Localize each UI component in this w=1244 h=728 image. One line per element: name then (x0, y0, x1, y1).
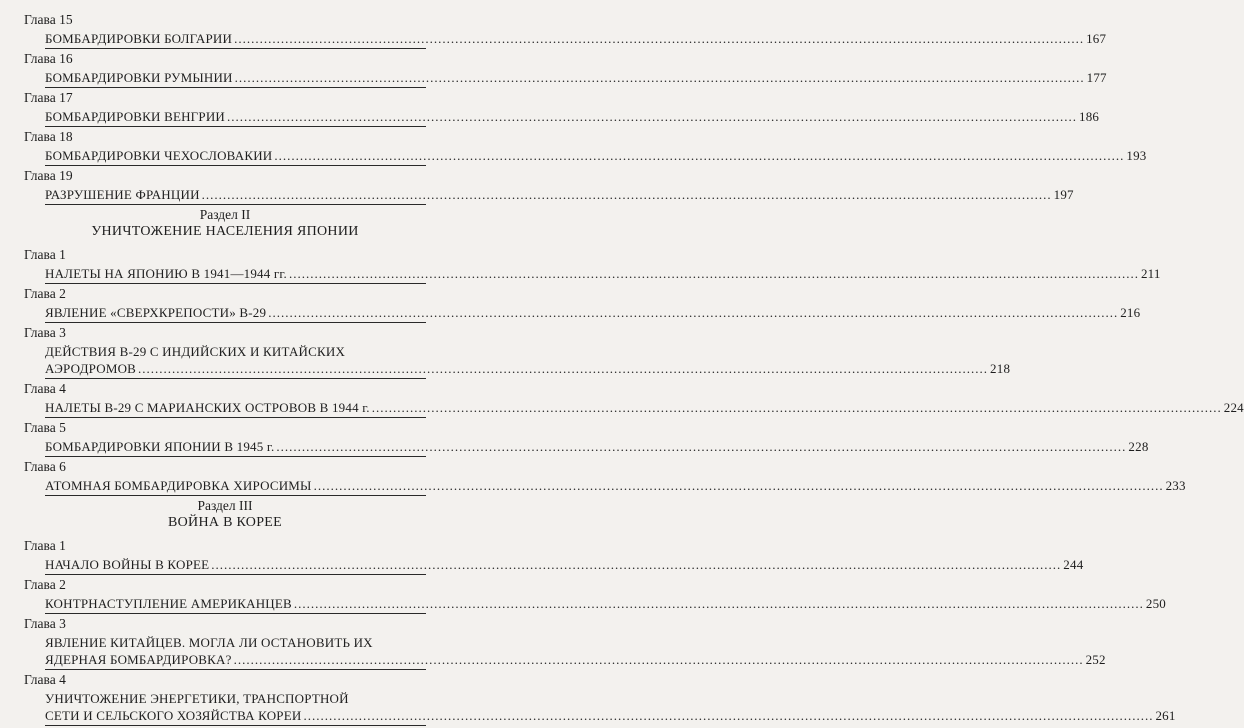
chapter-label: Глава 19 (24, 168, 73, 183)
dot-leader: ........................................................................................................................................................................................................ (313, 478, 1164, 493)
toc-chapter (24, 247, 1161, 284)
toc-entry-line (45, 186, 1074, 203)
toc-entry-line (45, 304, 1141, 321)
chapter-title: РАЗРУШЕНИЕ ФРАНЦИИ (45, 187, 200, 202)
chapter-label: Глава 4 (24, 672, 66, 687)
chapter-title: ЯДЕРНАЯ БОМБАРДИРОВКА? (45, 652, 232, 667)
chapter-title: БОМБАРДИРОВКИ БОЛГАРИИ (45, 31, 233, 46)
chapter-title: ЯВЛЕНИЕ «СВЕРХКРЕПОСТИ» В-29 (45, 305, 267, 320)
toc-chapter (24, 459, 1186, 496)
dot-leader: ........................................................................................................................................................................................................ (211, 557, 1062, 572)
chapter-label: Глава 1 (24, 247, 66, 262)
toc-chapter (24, 51, 1107, 88)
toc-entry-line (45, 108, 1100, 125)
section-title: УНИЧТОЖЕНИЕ НАСЕЛЕНИЯ ЯПОНИИ (91, 224, 359, 239)
toc-chapter (24, 325, 1011, 379)
chapter-title: КОНТРНАСТУПЛЕНИЕ АМЕРИКАНЦЕВ (45, 596, 292, 611)
toc-entry-line (45, 399, 1244, 416)
toc-entry-line (45, 707, 1176, 724)
toc-entry-line (45, 634, 426, 651)
toc-entry-line (45, 69, 1107, 86)
chapter-title: СЕТИ И СЕЛЬСКОГО ХОЗЯЙСТВА КОРЕИ (45, 708, 302, 723)
dot-leader: ........................................................................................................................................................................................................ (288, 266, 1139, 281)
page-number: 211 (1140, 266, 1161, 281)
toc-entry[interactable] (45, 477, 1186, 496)
chapter-title: НАЛЕТЫ НА ЯПОНИЮ В 1941—1944 гг. (45, 266, 287, 281)
page-number: 261 (1155, 708, 1176, 723)
dot-leader: ........................................................................................................................................................................................................ (234, 31, 1085, 46)
toc-entry-line (45, 360, 1011, 377)
toc-entry[interactable] (45, 595, 1167, 614)
dot-leader: ........................................................................................................................................................................................................ (276, 439, 1127, 454)
toc-chapter (24, 538, 1084, 575)
dot-leader: ........................................................................................................................................................................................................ (201, 187, 1052, 202)
chapter-label: Глава 2 (24, 286, 66, 301)
page-number: 177 (1086, 70, 1107, 85)
toc-entry[interactable] (45, 304, 1141, 323)
page-number: 244 (1063, 557, 1084, 572)
toc-entry[interactable] (45, 108, 1100, 127)
toc-entry-line (45, 265, 1161, 282)
chapter-title: АЭРОДРОМОВ (45, 361, 137, 376)
page-number: 193 (1126, 148, 1147, 163)
chapter-title: НАЛЕТЫ В-29 С МАРИАНСКИХ ОСТРОВОВ В 1944 г. (45, 400, 370, 415)
toc-entry-line (45, 147, 1147, 164)
page-number: 250 (1145, 596, 1167, 611)
chapter-label: Глава 2 (24, 577, 66, 592)
chapter-title: УНИЧТОЖЕНИЕ ЭНЕРГЕТИКИ, ТРАНСПОРТНОЙ (45, 691, 349, 706)
page-number: 186 (1079, 109, 1100, 124)
section-label: Раздел II (199, 207, 251, 222)
page-number: 252 (1085, 652, 1106, 667)
toc-chapter (24, 12, 1107, 49)
chapter-title: АТОМНАЯ БОМБАРДИРОВКА ХИРОСИМЫ (45, 478, 312, 493)
page-number: 233 (1165, 478, 1186, 493)
section-title: ВОЙНА В КОРЕЕ (167, 515, 282, 530)
chapter-title: БОМБАРДИРОВКИ ВЕНГРИИ (45, 109, 225, 124)
toc-entry[interactable] (45, 265, 1161, 284)
page-number: 197 (1053, 187, 1074, 202)
toc-chapter (24, 420, 1149, 457)
table-of-contents (24, 12, 1244, 728)
dot-leader: ........................................................................................................................................................................................................ (303, 708, 1154, 723)
chapter-label: Глава 5 (24, 420, 66, 435)
chapter-title: НАЧАЛО ВОЙНЫ В КОРЕЕ (45, 557, 210, 572)
chapter-label: Глава 1 (24, 538, 66, 553)
dot-leader: ........................................................................................................................................................................................................ (274, 148, 1125, 163)
toc-chapter (24, 577, 1167, 614)
toc-chapter (24, 90, 1100, 127)
toc-entry-line (45, 343, 426, 360)
chapter-label: Глава 3 (24, 325, 66, 340)
chapter-label: Глава 16 (24, 51, 73, 66)
chapter-label: Глава 4 (24, 381, 66, 396)
chapter-title: ЯВЛЕНИЕ КИТАЙЦЕВ. МОГЛА ЛИ ОСТАНОВИТЬ ИХ (45, 635, 373, 650)
chapter-label: Глава 3 (24, 616, 66, 631)
dot-leader: ........................................................................................................................................................................................................ (234, 70, 1085, 85)
toc-entry[interactable] (45, 634, 1106, 670)
dot-leader: ........................................................................................................................................................................................................ (138, 361, 989, 376)
toc-chapter (24, 286, 1141, 323)
dot-leader: ........................................................................................................................................................................................................ (371, 400, 1222, 415)
toc-chapter (24, 381, 1244, 418)
toc-entry[interactable] (45, 690, 1176, 726)
page-number: 228 (1128, 439, 1149, 454)
toc-entry[interactable] (45, 556, 1084, 575)
page-number: 216 (1120, 305, 1141, 320)
toc-entry[interactable] (45, 69, 1107, 88)
toc-chapter (24, 672, 1176, 726)
toc-entry-line (45, 690, 426, 707)
toc-entry[interactable] (45, 186, 1074, 205)
toc-chapter (24, 168, 1074, 205)
section-label: Раздел III (197, 498, 253, 513)
toc-entry[interactable] (45, 399, 1244, 418)
section-heading (24, 498, 426, 532)
chapter-label: Глава 6 (24, 459, 66, 474)
dot-leader: ........................................................................................................................................................................................................ (227, 109, 1077, 124)
toc-entry[interactable] (45, 343, 1011, 379)
page-number: 218 (990, 361, 1011, 376)
toc-entry-line (45, 438, 1149, 455)
chapter-title: БОМБАРДИРОВКИ РУМЫНИИ (45, 70, 233, 85)
chapter-title: ДЕЙСТВИЯ В-29 С ИНДИЙСКИХ И КИТАЙСКИХ (45, 344, 346, 359)
dot-leader: ........................................................................................................................................................................................................ (233, 652, 1084, 667)
toc-entry[interactable] (45, 438, 1149, 457)
toc-chapter (24, 129, 1147, 166)
chapter-label: Глава 17 (24, 90, 73, 105)
chapter-label: Глава 18 (24, 129, 73, 144)
toc-entry-line (45, 30, 1107, 47)
toc-entry[interactable] (45, 147, 1147, 166)
toc-entry-line (45, 595, 1167, 612)
chapter-label: Глава 15 (24, 12, 73, 27)
dot-leader: ........................................................................................................................................................................................................ (268, 305, 1119, 320)
chapter-title: БОМБАРДИРОВКИ ЧЕХОСЛОВАКИИ (45, 148, 273, 163)
page-number: 167 (1086, 31, 1107, 46)
toc-entry[interactable] (45, 30, 1107, 49)
chapter-title: БОМБАРДИРОВКИ ЯПОНИИ В 1945 г. (45, 439, 275, 454)
toc-chapter (24, 616, 1106, 670)
toc-entry-line (45, 651, 1106, 668)
toc-entry-line (45, 556, 1084, 573)
section-heading (24, 207, 426, 241)
page-number: 224 (1223, 400, 1244, 415)
toc-entry-line (45, 477, 1186, 494)
dot-leader: ........................................................................................................................................................................................................ (293, 596, 1144, 611)
